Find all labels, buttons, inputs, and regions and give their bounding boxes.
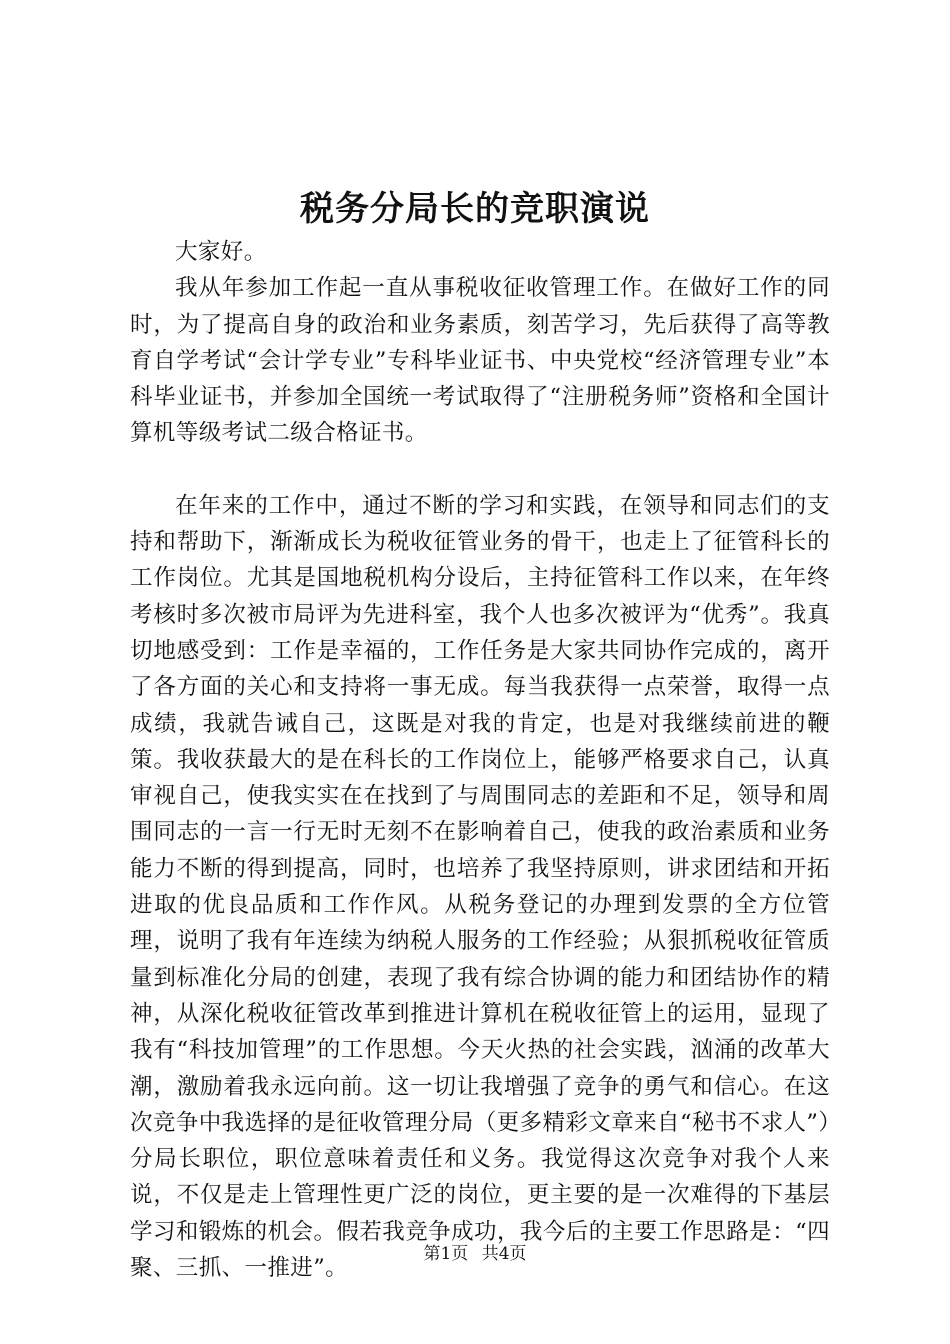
background-paragraph: 我从年参加工作起一直从事税收征收管理工作。在做好工作的同时，为了提高自身的政治和业务素质，刻苦学习，先后获得了高等教育自学考试“会计学专业”专科毕业证书、中央党校“经济管理专业”本科毕业证书，并参加全国统一考试取得了“注册税务师”资格和全国计算机等级考试二级合格证书。 <box>130 275 830 447</box>
page-number: 第1页 <box>423 1244 469 1264</box>
greeting-paragraph: 大家好。 <box>175 239 267 265</box>
document-body <box>130 234 830 1286</box>
page-total: 共4页 <box>481 1244 527 1264</box>
experience-paragraph: 在年来的工作中，通过不断的学习和实践，在领导和同志们的支持和帮助下，渐渐成长为税收征管业务的骨干，也走上了征管科长的工作岗位。尤其是国地税机构分设后，主持征管科工作以来，在年终考核时多次被市局评为先进科室，我个人也多次被评为“优秀”。我真切地感受到：工作是幸福的，工作任务是大家共同协作完成的，离开了各方面的关心和支持将一事无成。每当我获得一点荣誉，取得一点成绩，我就告诫自己，这既是对我的肯定，也是对我继续前进的鞭策。我收获最大的是在科长的工作岗位上，能够严格要求自己，认真审视自己，使我实实在在找到了与周围同志的差距和不足，领导和周围同志的一言一行无时无刻不在影响着自己，使我的政治素质和业务能力不断的得到提高，同时，也培养了我坚持原则，讲求团结和开拓进取的优良品质和工作作风。从税务登记的办理到发票的全方位管理，说明了我有年连续为纳税人服务的工作经验；从狠抓税收征管质量到标准化分局的创建，表现了我有综合协调的能力和团结协作的精神，从深化税收征管改革到推进计算机在税收征管上的运用，显现了我有“科技加管理”的工作思想。今天火热的社会实践，汹涌的改革大潮，激励着我永远向前。这一切让我增强了竞争的勇气和信心。在这次竞争中我选择的是征收管理分局（更多精彩文章来自“秘书不求人”）分局长职位，职位意味着责任和义务。我觉得这次竞争对我个人来说，不仅是走上管理性更广泛的岗位，更主要的是一次难得的下基层学习和锻炼的机会。假若我竞争成功，我今后的主要工作思路是：“四聚、三抓、一推进”。 <box>130 492 830 1282</box>
document-title: 税务分局长的竞职演说 <box>300 189 650 229</box>
page-footer <box>0 1242 950 1266</box>
